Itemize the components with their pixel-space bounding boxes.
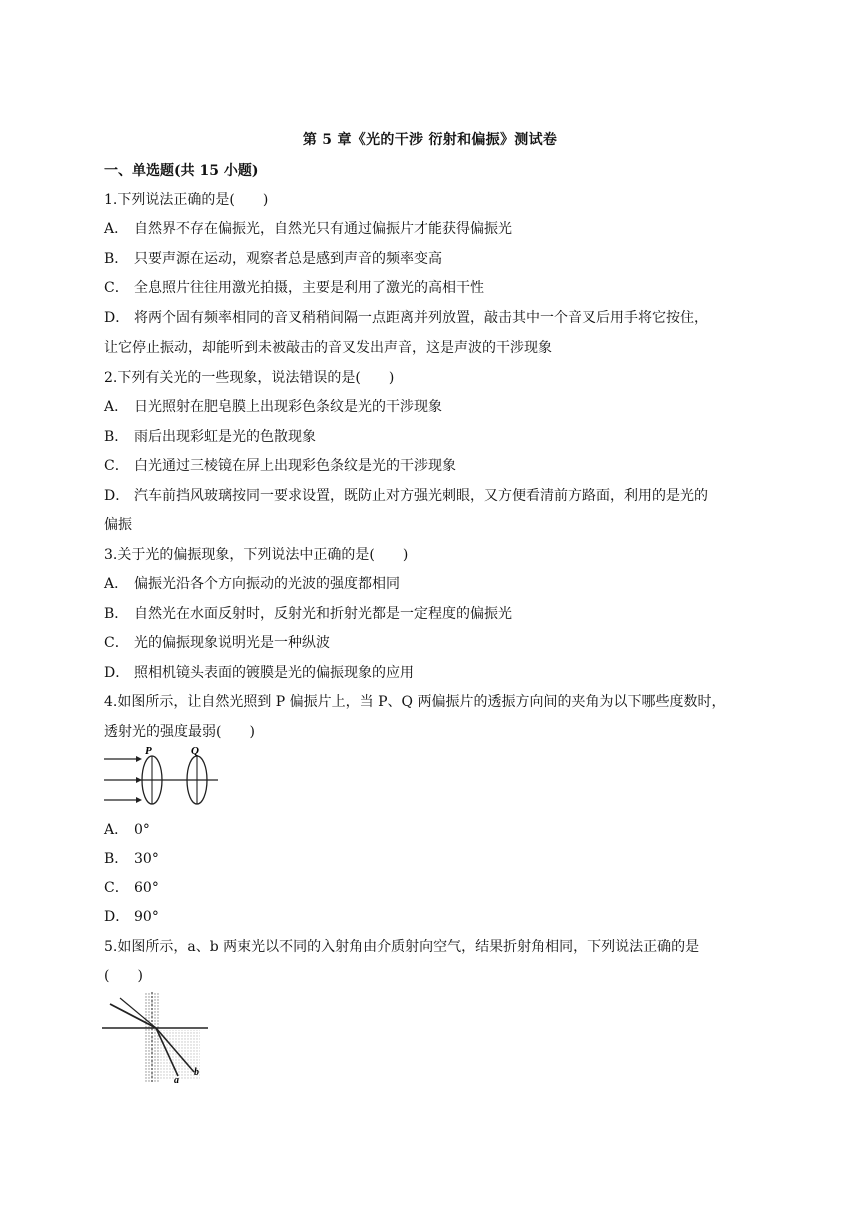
arrow-head-3 <box>136 797 142 803</box>
question-4-option-b: B． 30° <box>104 851 159 867</box>
question-4-option-d: D． 90° <box>104 909 159 925</box>
question-3-option-d: D． 照相机镜头表面的镀膜是光的偏振现象的应用 <box>104 665 414 681</box>
label-b: b <box>194 1067 199 1078</box>
question-3-stem: 3.关于光的偏振现象，下列说法中正确的是( ) <box>104 547 409 563</box>
refraction-figure <box>100 990 210 1085</box>
question-5-stem: 5.如图所示，a、b 两束光以不同的入射角由介质射向空气，结果折射角相同，下列说法正确的是 <box>104 939 700 955</box>
arrow-head-2 <box>136 777 142 783</box>
page-title: 第 5 章《光的干涉 衍射和偏振》测试卷 <box>302 132 558 148</box>
question-1-stem: 1.下列说法正确的是( ) <box>104 192 269 208</box>
question-2-option-c: C． 白光通过三棱镜在屏上出现彩色条纹是光的干涉现象 <box>104 458 456 474</box>
question-4-stem: 4.如图所示，让自然光照到 P 偏振片上，当 P、Q 两偏振片的透振方向间的夹角为以下哪些度数时， <box>104 694 726 710</box>
section-heading: 一、单选题(共 15 小题) <box>104 163 259 179</box>
label-q: Q <box>191 745 199 757</box>
label-a: a <box>174 1075 179 1085</box>
question-2-option-d-cont: 偏振 <box>104 517 132 533</box>
question-2-option-a: A． 日光照射在肥皂膜上出现彩色条纹是光的干涉现象 <box>104 399 442 415</box>
question-1-option-a: A． 自然界不存在偏振光，自然光只有通过偏振片才能获得偏振光 <box>104 221 512 237</box>
question-3-option-a: A． 偏振光沿各个方向振动的光波的强度都相同 <box>104 576 400 592</box>
question-5-stem-cont: ( ) <box>104 968 143 984</box>
question-2-option-d: D． 汽车前挡风玻璃按同一要求设置，既防止对方强光刺眼，又方便看清前方路面，利用的是光的 <box>104 488 708 504</box>
question-4-option-c: C． 60° <box>104 880 159 896</box>
question-3-option-c: C． 光的偏振现象说明光是一种纵波 <box>104 635 330 651</box>
polarizer-figure <box>100 744 225 806</box>
question-1-option-d: D． 将两个固有频率相同的音叉稍稍间隔一点距离并列放置，敲击其中一个音叉后用手将它按住， <box>104 310 708 326</box>
question-1-option-c: C． 全息照片往往用激光拍摄，主要是利用了激光的高相干性 <box>104 280 484 296</box>
label-p: P <box>145 745 152 757</box>
arrow-head-1 <box>136 756 142 762</box>
question-2-stem: 2.下列有关光的一些现象，说法错误的是( ) <box>104 370 395 386</box>
question-1-option-b: B． 只要声源在运动，观察者总是感到声音的频率变高 <box>104 251 442 267</box>
question-3-option-b: B． 自然光在水面反射时，反射光和折射光都是一定程度的偏振光 <box>104 606 512 622</box>
question-2-option-b: B． 雨后出现彩虹是光的色散现象 <box>104 429 316 445</box>
question-1-option-d-cont: 让它停止振动，却能听到未被敲击的音叉发出声音，这是声波的干涉现象 <box>104 340 552 356</box>
question-4-option-a: A． 0° <box>104 822 150 838</box>
question-4-stem-cont: 透射光的强度最弱( ) <box>104 724 255 740</box>
